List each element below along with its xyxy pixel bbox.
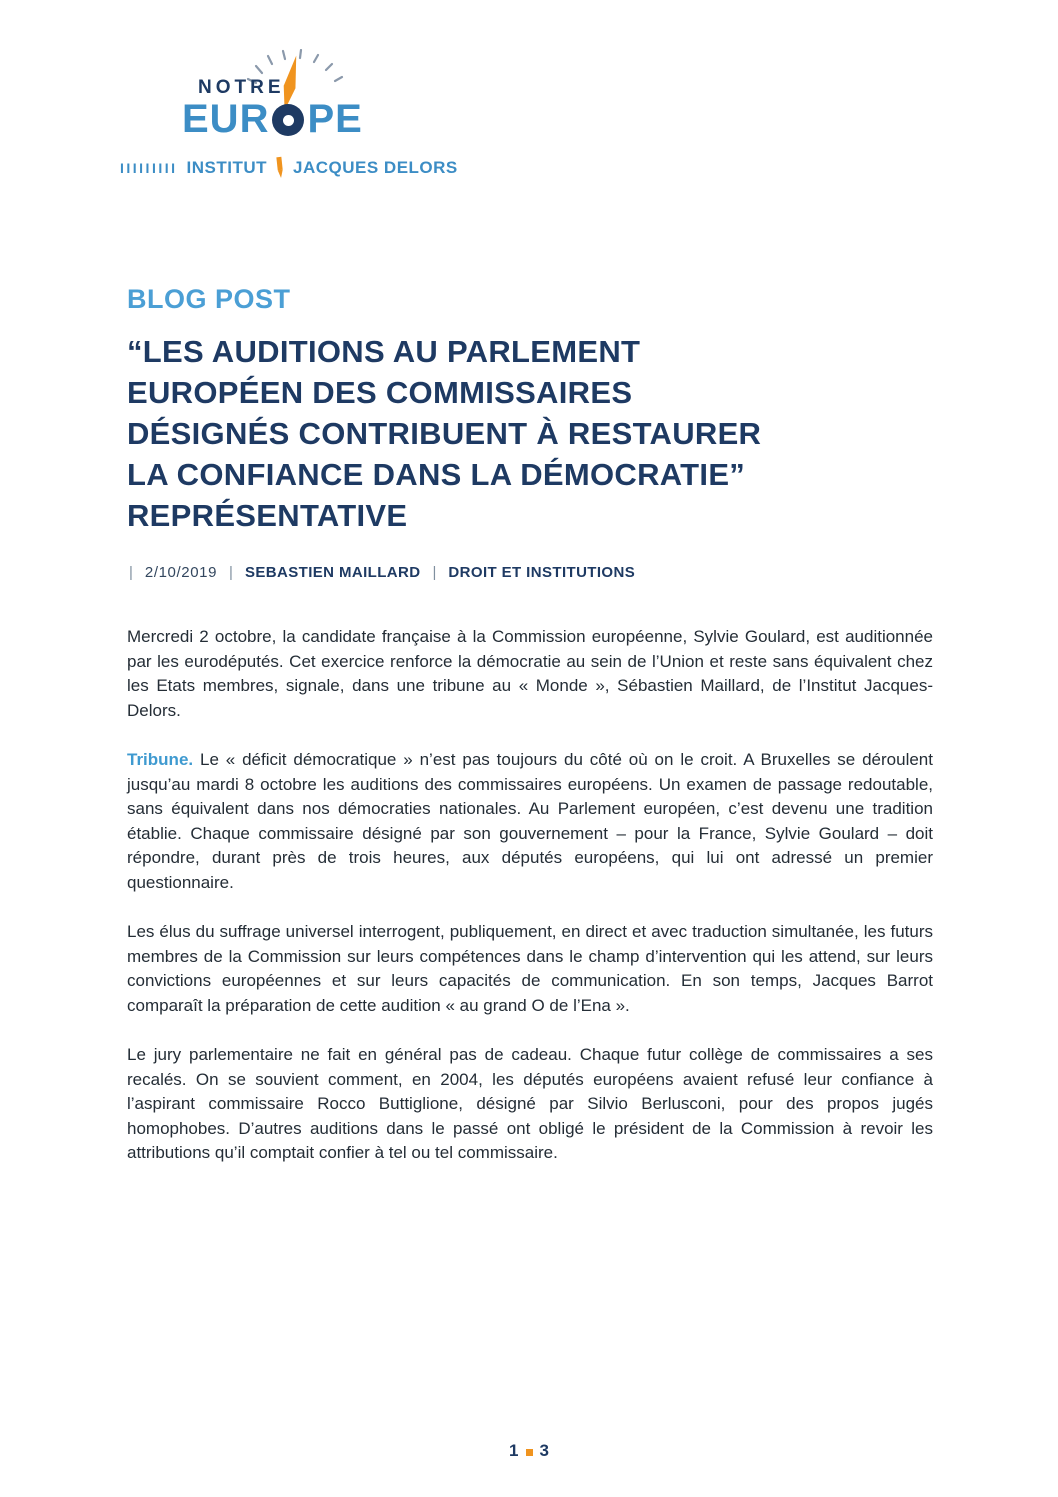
paragraph-text: Les élus du suffrage universel interrogent, publiquement, en direct et avec traduction simultanée, les futurs membres de la Commission sur leurs compétences dans le champ d’intervention qui les attend, sur leurs convictions européennes et sur leurs capacités de communication. En son temps, Jacques Barrot comparaît la préparation de cette audition « au grand O de l’Ena ». <box>127 922 933 1015</box>
page-number-current: 1 <box>509 1441 519 1460</box>
meta-separator: | <box>129 564 133 581</box>
page-footer <box>0 1441 1058 1461</box>
paragraph <box>127 920 933 1018</box>
meta-separator: | <box>432 564 437 581</box>
page-separator-square-icon <box>526 1449 533 1456</box>
title-line: DÉSIGNÉS CONTRIBUENT À RESTAURER <box>127 416 762 451</box>
logo-tick-marks: IIIIIIIII <box>120 160 178 176</box>
paragraph-text: Le jury parlementaire ne fait en général pas de cadeau. Chaque futur collège de commissaires a ses recalés. On se souvient comment, en 2004, les députés européens avaient refusé leur confiance à l’aspirant commissaire Rocco Buttiglione, désigné par Silvio Berlusconi, pour des propos jugés homophobes. D’autres auditions dans le passé ont obligé le président de la Commission à revoir les attributions qu’il comptait confier à tel ou tel commissaire. <box>127 1045 933 1162</box>
page-title <box>127 331 933 536</box>
paragraph-text: Le « déficit démocratique » n’est pas toujours du côté où on le croit. A Bruxelles se déroulent jusqu’au mardi 8 octobre les auditions des commissaires européens. Un examen de passage redoutable, sans équivalent dans nos démocraties nationales. Au Parlement européen, c’est devenu une tradition établie. Chaque commissaire désigné par son gouvernement – pour la France, Sylvie Goulard – doit répondre, durant près de trois heures, aux députés européens, qui lui ont adressé un premier questionnaire. <box>127 750 933 892</box>
title-line: LA CONFIANCE DANS LA DÉMOCRATIE” <box>127 457 746 492</box>
logo-tagline <box>120 156 458 180</box>
paragraph-text: Mercredi 2 octobre, la candidate française à la Commission européenne, Sylvie Goulard, est auditionnée par les eurodéputés. Cet exercice renforce la démocratie au sein de l’Union et reste sans équivalent chez les Etats membres, signale, dans une tribune au « Monde », Sébastien Maillard, de l’Institut Jacques-Delors. <box>127 627 933 720</box>
meta-separator: | <box>229 564 233 581</box>
author-name: SEBASTIEN MAILLARD <box>244 564 421 581</box>
paragraph <box>127 625 933 723</box>
logo-institut-text: INSTITUT <box>186 158 268 177</box>
page-number-total: 3 <box>539 1441 549 1460</box>
compass-circle-icon <box>272 104 304 136</box>
post-kicker: BLOG POST <box>127 284 291 314</box>
logo <box>120 55 460 187</box>
paragraph-lead: Tribune. <box>127 750 194 769</box>
title-line: EUROPÉEN DES COMMISSAIRES <box>127 375 633 410</box>
logo-delors-text: JACQUES DELORS <box>293 158 458 177</box>
logo-europe-pre: EUR <box>182 97 270 141</box>
category-label: DROIT ET INSTITUTIONS <box>448 564 636 581</box>
logo-europe-text <box>182 99 363 139</box>
title-line: “LES AUDITIONS AU PARLEMENT <box>127 334 641 369</box>
article-meta <box>127 564 933 581</box>
article-content <box>127 284 933 1191</box>
pencil-icon <box>272 155 288 180</box>
publish-date: 2/10/2019 <box>144 564 218 581</box>
paragraph <box>127 748 933 895</box>
logo-europe-post: PE <box>307 97 363 141</box>
paragraph <box>127 1043 933 1166</box>
title-line: REPRÉSENTATIVE <box>127 498 408 533</box>
article-body <box>127 625 933 1166</box>
logo-notre-text: NOTRE <box>198 77 285 98</box>
